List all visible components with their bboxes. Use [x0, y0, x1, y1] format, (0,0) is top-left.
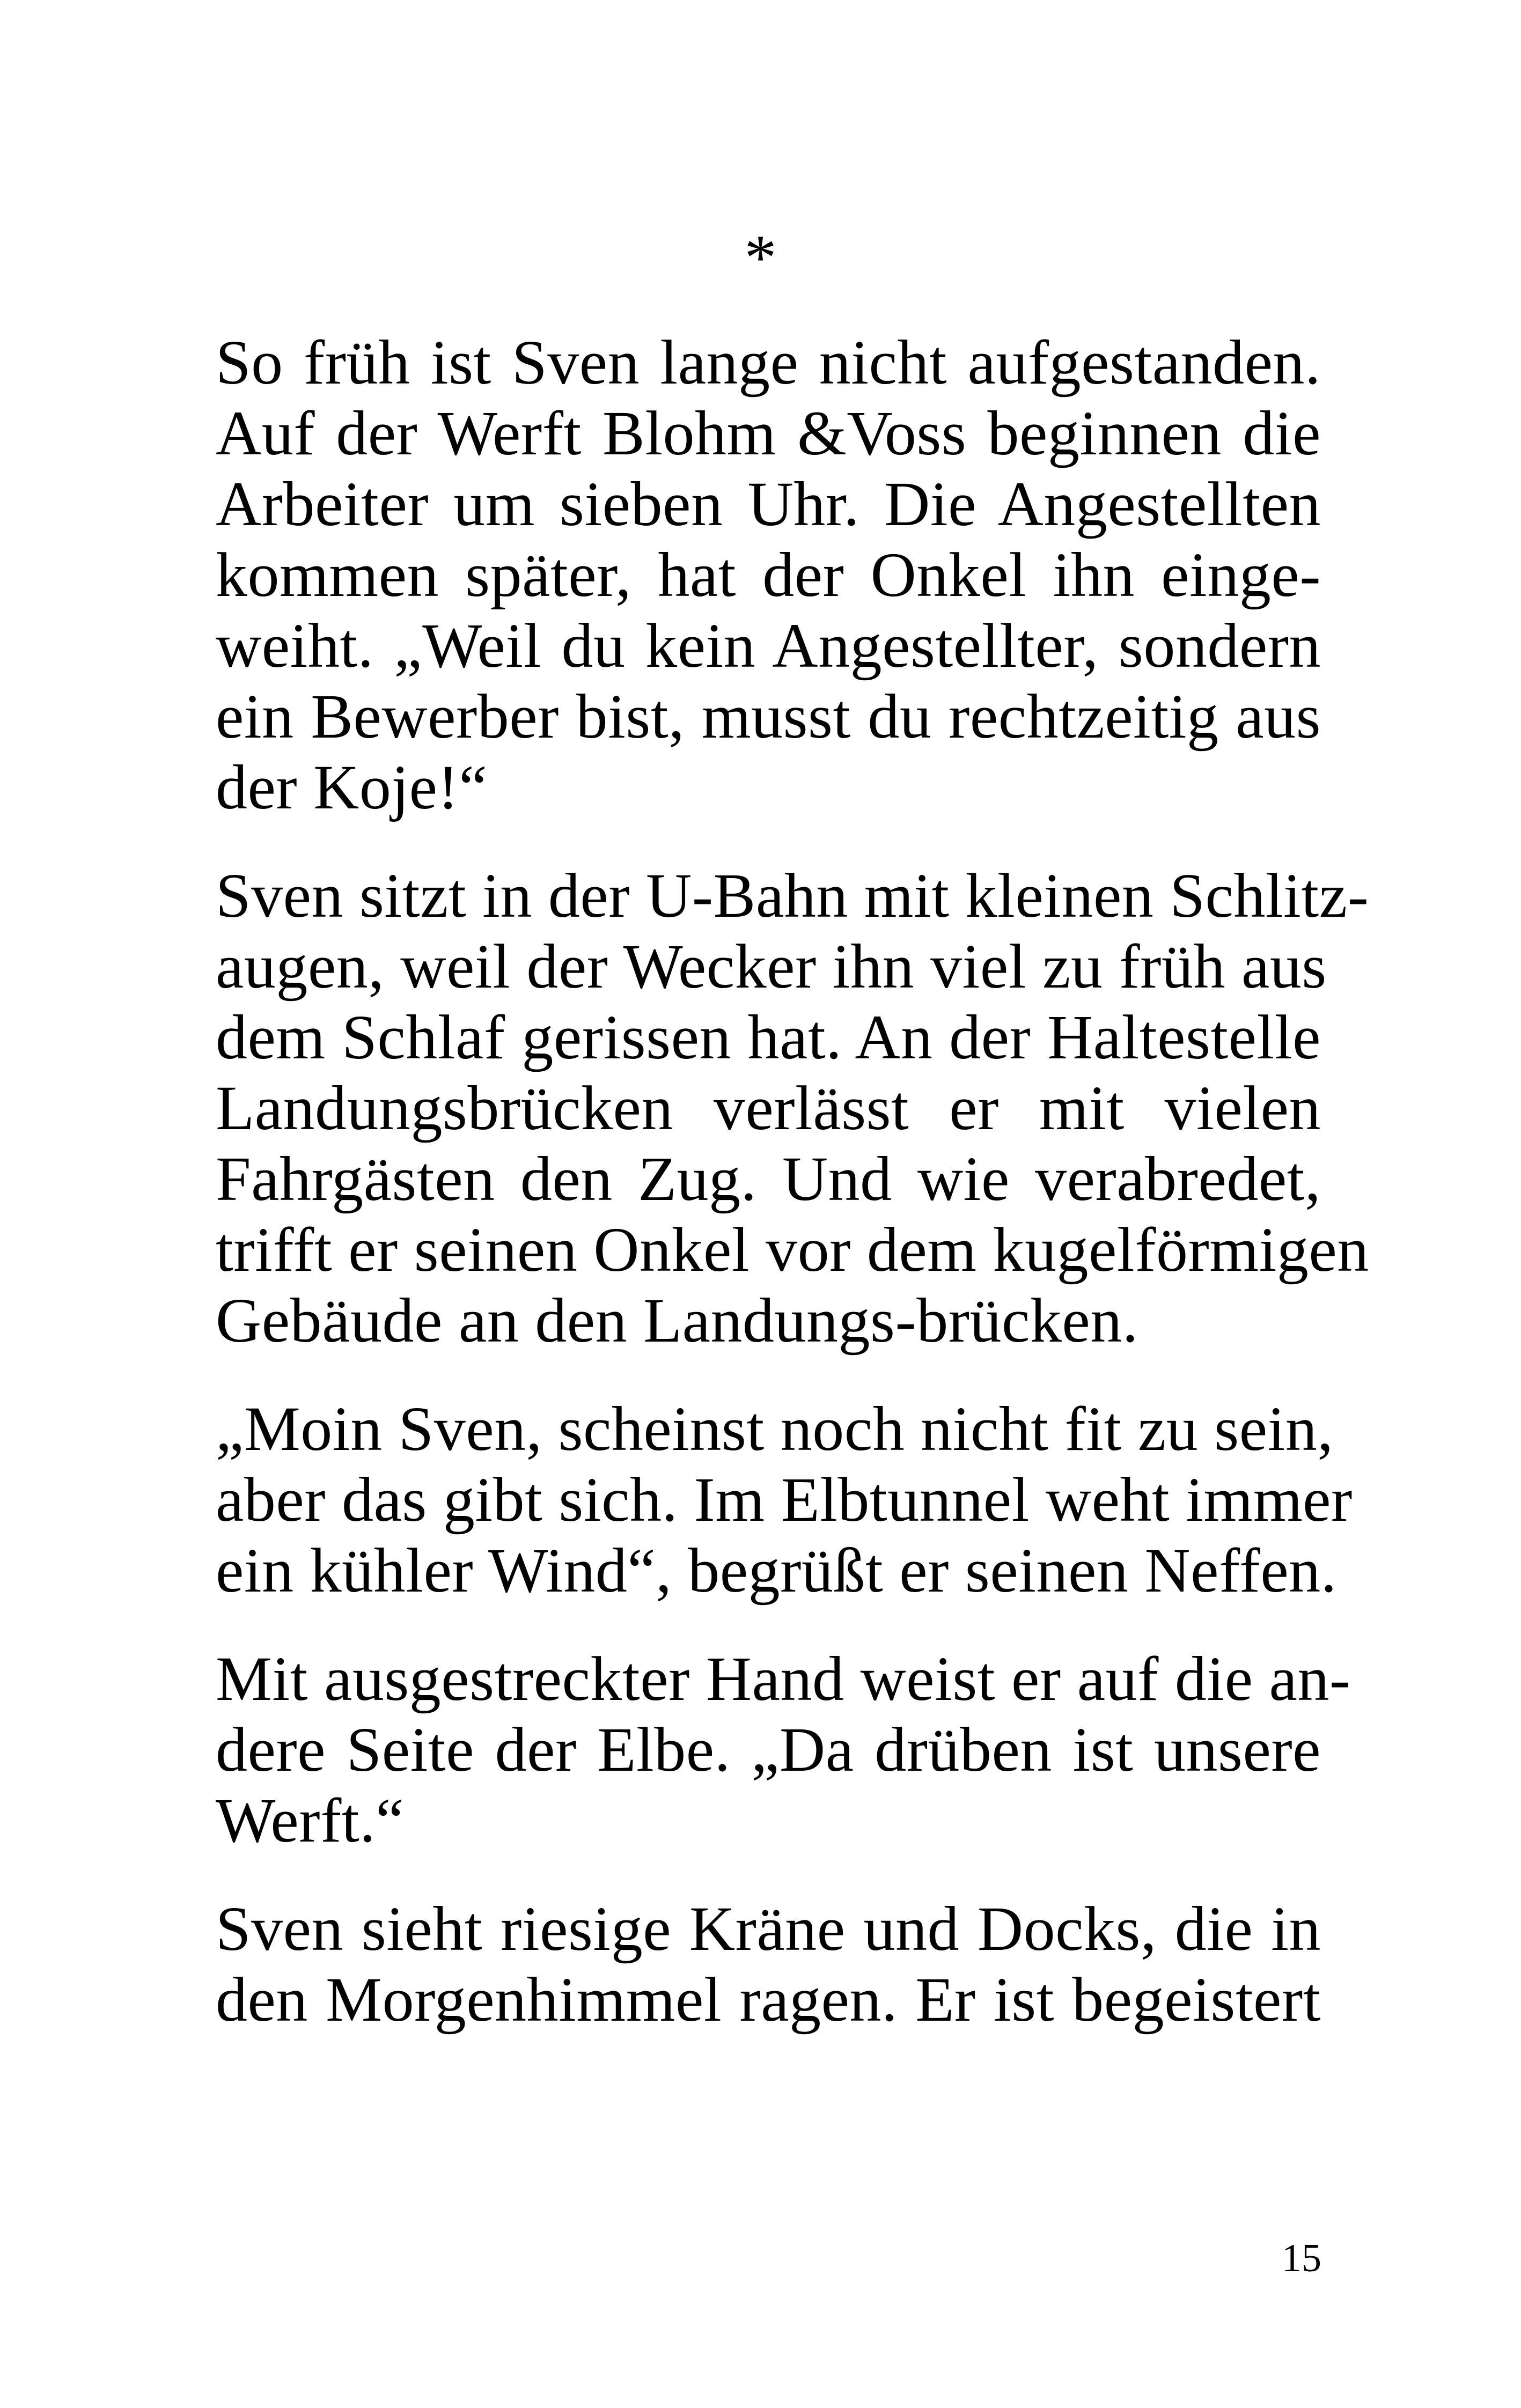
text-line: Arbeiter um sieben Uhr. Die Angestellten [216, 469, 1321, 539]
text-line: augen, weil der Wecker ihn viel zu früh aus [216, 931, 1327, 1002]
paragraph [216, 1894, 1321, 2035]
text-line: „Moin Sven, scheinst noch nicht fit zu sein, [216, 1394, 1334, 1464]
paragraph [216, 860, 1369, 1356]
text-line: Landungsbrücken verlässt er mit vielen [216, 1073, 1321, 1143]
paragraph [216, 1644, 1351, 1856]
paragraph [216, 327, 1321, 823]
text-line: den Morgenhimmel ragen. Er ist begeistert [216, 1964, 1321, 2035]
body-text [216, 327, 1369, 2073]
text-line: Mit ausgestreckter Hand weist er auf die an- [216, 1644, 1351, 1714]
text-line: Fahrgästen den Zug. Und wie verabredet, [216, 1144, 1321, 1214]
text-line: Sven sitzt in der U-Bahn mit kleinen Schlitz- [216, 860, 1369, 931]
section-separator: * [744, 222, 777, 293]
text-line: aber das gibt sich. Im Elbtunnel weht immer [216, 1464, 1353, 1535]
text-line: der Koje!“ [216, 752, 488, 822]
text-line: Gebäude an den Landungs-brücken. [216, 1285, 1138, 1356]
page-number: 15 [1282, 2236, 1321, 2280]
paragraph [216, 1394, 1353, 1606]
text-line: kommen später, hat der Onkel ihn einge- [216, 540, 1321, 610]
text-line: weiht. „Weil du kein Angestellter, sondern [216, 610, 1321, 681]
text-line: So früh ist Sven lange nicht aufgestanden. [216, 327, 1321, 397]
text-line: dere Seite der Elbe. „Da drüben ist unsere [216, 1714, 1321, 1785]
text-line: dem Schlaf gerissen hat. An der Haltestelle [216, 1002, 1321, 1072]
text-line: Werft.“ [216, 1785, 405, 1855]
text-line: Auf der Werft Blohm &Voss beginnen die [216, 398, 1321, 468]
text-line: trifft er seinen Onkel vor dem kugelförmigen [216, 1214, 1369, 1285]
text-line: ein kühler Wind“, begrüßt er seinen Neffen. [216, 1535, 1337, 1606]
text-line: ein Bewerber bist, musst du rechtzeitig aus [216, 681, 1321, 752]
text-line: Sven sieht riesige Kräne und Docks, die in [216, 1894, 1321, 1964]
